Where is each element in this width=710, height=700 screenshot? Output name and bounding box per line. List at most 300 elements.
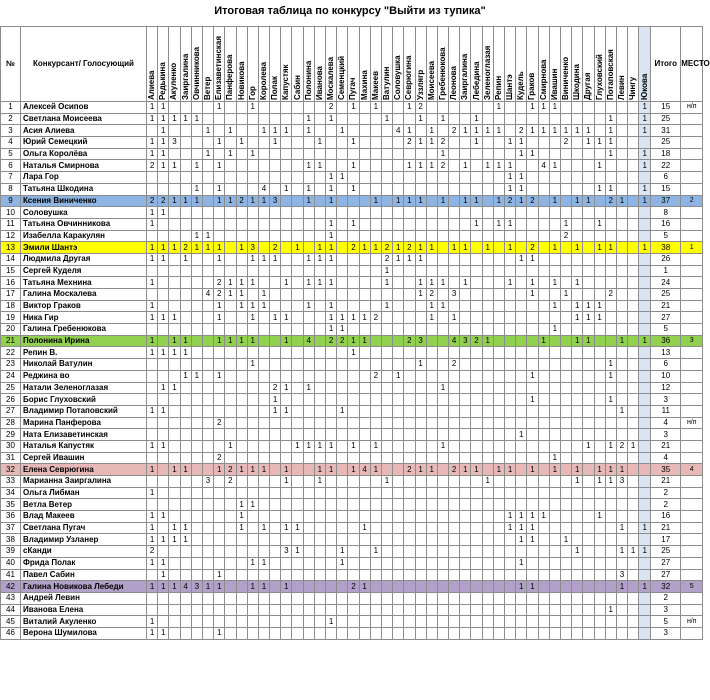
vote-cell: 3 (415, 335, 426, 347)
vote-cell: 1 (505, 522, 516, 534)
vote-cell (572, 487, 583, 499)
vote-cell: 1 (538, 511, 549, 523)
vote-cell (169, 148, 180, 160)
vote-cell: 1 (158, 557, 169, 569)
vote-cell (147, 394, 158, 406)
vote-cell (381, 148, 392, 160)
vote-cell (426, 253, 437, 265)
vote-cell (449, 569, 460, 581)
vote-cell (594, 172, 605, 184)
vote-cell (225, 218, 236, 230)
vote-cell (270, 499, 281, 511)
vote-cell (616, 452, 627, 464)
vote-cell (415, 487, 426, 499)
vote-cell (482, 499, 493, 511)
vote-cell: 1 (337, 312, 348, 324)
vote-cell: 2 (236, 195, 247, 207)
vote-cell (359, 557, 370, 569)
vote-cell: 1 (258, 253, 269, 265)
header-judge (560, 27, 571, 102)
header-judge-label: Севрюгина (404, 55, 414, 100)
vote-cell (493, 417, 504, 429)
vote-cell (258, 417, 269, 429)
vote-cell (404, 172, 415, 184)
vote-cell: 1 (516, 534, 527, 546)
vote-cell (482, 230, 493, 242)
vote-cell (337, 370, 348, 382)
header-judge (460, 27, 471, 102)
vote-cell (314, 359, 325, 371)
vote-cell (370, 616, 381, 628)
vote-cell (348, 300, 359, 312)
vote-cell (270, 359, 281, 371)
vote-cell (572, 253, 583, 265)
vote-cell: 1 (337, 546, 348, 558)
vote-cell (505, 616, 516, 628)
vote-cell: 1 (348, 160, 359, 172)
vote-cell (147, 452, 158, 464)
vote-cell (482, 324, 493, 336)
vote-cell (605, 487, 616, 499)
vote-cell: 1 (236, 464, 247, 476)
vote-cell (393, 207, 404, 219)
vote-cell (281, 370, 292, 382)
place-cell (681, 569, 703, 581)
vote-cell (236, 417, 247, 429)
vote-cell: 1 (158, 569, 169, 581)
vote-cell (348, 207, 359, 219)
total-cell: 1 (651, 265, 681, 277)
vote-cell (303, 546, 314, 558)
vote-cell (404, 347, 415, 359)
vote-cell: 1 (326, 183, 337, 195)
vote-cell (616, 265, 627, 277)
vote-cell (516, 359, 527, 371)
vote-cell: 1 (214, 464, 225, 476)
vote-cell (527, 592, 538, 604)
vote-cell (147, 183, 158, 195)
vote-cell (628, 359, 639, 371)
vote-cell (247, 616, 258, 628)
vote-cell (370, 627, 381, 639)
vote-cell (560, 265, 571, 277)
header-judge (348, 27, 359, 102)
vote-cell: 1 (158, 102, 169, 114)
vote-cell (616, 394, 627, 406)
header-judge (236, 27, 247, 102)
vote-cell (180, 160, 191, 172)
vote-cell (549, 499, 560, 511)
vote-cell (460, 347, 471, 359)
vote-cell (214, 207, 225, 219)
yukova-vote-cell (639, 557, 651, 569)
vote-cell (426, 394, 437, 406)
vote-cell (482, 172, 493, 184)
vote-cell (527, 218, 538, 230)
vote-cell (236, 592, 247, 604)
header-judge-label: Зеленоглазая (482, 45, 492, 100)
vote-cell (258, 627, 269, 639)
vote-cell (303, 102, 314, 114)
vote-cell (572, 592, 583, 604)
vote-cell: 1 (225, 148, 236, 160)
vote-cell (303, 370, 314, 382)
table-row (1, 581, 703, 593)
vote-cell (594, 627, 605, 639)
vote-cell: 1 (214, 137, 225, 149)
vote-cell: 2 (337, 335, 348, 347)
row-number: 4 (1, 137, 21, 149)
vote-cell (337, 487, 348, 499)
header-judge (381, 27, 392, 102)
vote-cell (415, 300, 426, 312)
vote-cell (493, 300, 504, 312)
vote-cell (214, 440, 225, 452)
vote-cell: 1 (281, 312, 292, 324)
vote-cell (482, 534, 493, 546)
vote-cell (628, 195, 639, 207)
vote-cell (381, 347, 392, 359)
vote-cell (202, 604, 213, 616)
vote-cell (505, 546, 516, 558)
vote-cell (549, 148, 560, 160)
vote-cell: 2 (348, 242, 359, 254)
vote-cell (292, 324, 303, 336)
vote-cell (616, 137, 627, 149)
total-cell: 2 (651, 592, 681, 604)
vote-cell (549, 207, 560, 219)
vote-cell (326, 546, 337, 558)
vote-cell: 2 (158, 195, 169, 207)
vote-cell (303, 347, 314, 359)
vote-cell (482, 148, 493, 160)
vote-cell (404, 604, 415, 616)
contestant-name: Татьяна Овчинникова (21, 218, 147, 230)
vote-cell (482, 394, 493, 406)
vote-cell: 3 (449, 289, 460, 301)
vote-cell (191, 289, 202, 301)
vote-cell (583, 172, 594, 184)
vote-cell (214, 324, 225, 336)
vote-cell (202, 452, 213, 464)
vote-cell (326, 429, 337, 441)
vote-cell (270, 347, 281, 359)
vote-cell (370, 581, 381, 593)
vote-cell (292, 557, 303, 569)
row-number: 6 (1, 160, 21, 172)
place-cell (681, 230, 703, 242)
vote-cell (258, 499, 269, 511)
vote-cell (482, 557, 493, 569)
vote-cell (202, 324, 213, 336)
vote-cell (281, 137, 292, 149)
vote-cell (393, 113, 404, 125)
vote-cell: 1 (393, 195, 404, 207)
vote-cell: 1 (326, 113, 337, 125)
vote-cell: 1 (326, 300, 337, 312)
vote-cell (426, 207, 437, 219)
vote-cell (594, 546, 605, 558)
vote-cell (359, 511, 370, 523)
vote-cell (247, 592, 258, 604)
vote-cell (191, 405, 202, 417)
vote-cell (538, 312, 549, 324)
vote-cell (258, 382, 269, 394)
vote-cell (292, 511, 303, 523)
header-judge-label: Чингу (628, 76, 638, 100)
total-cell: 25 (651, 113, 681, 125)
vote-cell (158, 417, 169, 429)
vote-cell (202, 172, 213, 184)
vote-cell (527, 546, 538, 558)
vote-cell (426, 382, 437, 394)
total-cell: 21 (651, 300, 681, 312)
vote-cell (348, 546, 359, 558)
vote-cell (560, 382, 571, 394)
place-cell (681, 370, 703, 382)
vote-cell (605, 429, 616, 441)
table-row (1, 312, 703, 324)
row-number: 2 (1, 113, 21, 125)
vote-cell (482, 546, 493, 558)
vote-cell (158, 464, 169, 476)
vote-cell (303, 569, 314, 581)
vote-cell: 2 (326, 335, 337, 347)
vote-cell (605, 172, 616, 184)
row-number: 23 (1, 359, 21, 371)
vote-cell (628, 417, 639, 429)
vote-cell (359, 195, 370, 207)
vote-cell (370, 300, 381, 312)
vote-cell (594, 253, 605, 265)
vote-cell (505, 417, 516, 429)
vote-cell (404, 312, 415, 324)
vote-cell (426, 148, 437, 160)
vote-cell (314, 370, 325, 382)
vote-cell (583, 405, 594, 417)
row-number: 31 (1, 452, 21, 464)
vote-cell (628, 487, 639, 499)
vote-cell (359, 476, 370, 488)
vote-cell: 1 (583, 335, 594, 347)
vote-cell: 1 (572, 125, 583, 137)
yukova-vote-cell: 1 (639, 148, 651, 160)
vote-cell (281, 148, 292, 160)
vote-cell (426, 616, 437, 628)
vote-cell: 2 (404, 242, 415, 254)
vote-cell (258, 148, 269, 160)
vote-cell (281, 569, 292, 581)
row-number: 13 (1, 242, 21, 254)
vote-cell (393, 382, 404, 394)
vote-cell (393, 312, 404, 324)
vote-cell (202, 546, 213, 558)
vote-cell: 1 (191, 242, 202, 254)
vote-cell (314, 102, 325, 114)
yukova-vote-cell (639, 218, 651, 230)
vote-cell: 1 (147, 277, 158, 289)
vote-cell (359, 277, 370, 289)
vote-cell: 1 (169, 335, 180, 347)
vote-cell (281, 289, 292, 301)
vote-cell (538, 359, 549, 371)
vote-cell (370, 137, 381, 149)
vote-cell (214, 604, 225, 616)
vote-cell (270, 522, 281, 534)
vote-cell (583, 487, 594, 499)
vote-cell (326, 125, 337, 137)
vote-cell: 1 (236, 300, 247, 312)
vote-cell (270, 230, 281, 242)
table-row (1, 557, 703, 569)
vote-cell: 1 (437, 195, 448, 207)
vote-cell: 1 (281, 464, 292, 476)
vote-cell (180, 429, 191, 441)
vote-cell (404, 592, 415, 604)
vote-cell (281, 499, 292, 511)
vote-cell (258, 207, 269, 219)
vote-cell (202, 557, 213, 569)
vote-cell (628, 394, 639, 406)
vote-cell (359, 172, 370, 184)
yukova-vote-cell (639, 253, 651, 265)
vote-cell (337, 359, 348, 371)
vote-cell (169, 183, 180, 195)
vote-cell (393, 289, 404, 301)
vote-cell (225, 522, 236, 534)
vote-cell (516, 452, 527, 464)
vote-cell (426, 405, 437, 417)
vote-cell (583, 429, 594, 441)
vote-cell (628, 499, 639, 511)
header-judge (169, 27, 180, 102)
total-cell: 35 (651, 464, 681, 476)
vote-cell: 1 (270, 312, 281, 324)
header-judge (426, 27, 437, 102)
vote-cell (393, 148, 404, 160)
vote-cell (303, 405, 314, 417)
vote-cell (605, 569, 616, 581)
vote-cell (583, 359, 594, 371)
total-cell: 8 (651, 207, 681, 219)
vote-cell: 1 (314, 277, 325, 289)
vote-cell (247, 207, 258, 219)
vote-cell (191, 546, 202, 558)
vote-cell (381, 429, 392, 441)
vote-cell (426, 546, 437, 558)
vote-cell (449, 522, 460, 534)
vote-cell: 1 (605, 604, 616, 616)
vote-cell: 1 (616, 195, 627, 207)
total-cell: 27 (651, 312, 681, 324)
vote-cell (628, 102, 639, 114)
vote-cell (505, 289, 516, 301)
vote-cell (225, 359, 236, 371)
vote-cell (247, 604, 258, 616)
vote-cell (437, 394, 448, 406)
vote-cell (359, 499, 370, 511)
vote-cell (628, 522, 639, 534)
vote-cell: 1 (180, 347, 191, 359)
header-judge-label: Репин (493, 75, 503, 100)
vote-cell: 1 (326, 218, 337, 230)
vote-cell: 2 (527, 242, 538, 254)
vote-cell: 1 (572, 335, 583, 347)
vote-cell (583, 511, 594, 523)
vote-cell (225, 160, 236, 172)
vote-cell (202, 300, 213, 312)
vote-cell (493, 616, 504, 628)
header-judge (202, 27, 213, 102)
vote-cell (460, 476, 471, 488)
vote-cell (594, 125, 605, 137)
vote-cell (191, 347, 202, 359)
vote-cell (538, 487, 549, 499)
vote-cell: 1 (158, 312, 169, 324)
place-cell (681, 394, 703, 406)
row-number: 24 (1, 370, 21, 382)
vote-cell (381, 370, 392, 382)
vote-cell: 1 (449, 312, 460, 324)
vote-cell (348, 172, 359, 184)
vote-cell: 1 (247, 335, 258, 347)
vote-cell (169, 616, 180, 628)
vote-cell (583, 616, 594, 628)
vote-cell (359, 382, 370, 394)
vote-cell (169, 324, 180, 336)
vote-cell: 2 (404, 137, 415, 149)
vote-cell (225, 265, 236, 277)
vote-cell (628, 242, 639, 254)
vote-cell: 1 (158, 440, 169, 452)
vote-cell (583, 382, 594, 394)
vote-cell (225, 546, 236, 558)
vote-cell (516, 277, 527, 289)
vote-cell (370, 113, 381, 125)
vote-cell: 1 (527, 102, 538, 114)
vote-cell (348, 382, 359, 394)
vote-cell (560, 324, 571, 336)
vote-cell: 1 (158, 137, 169, 149)
vote-cell (605, 253, 616, 265)
header-judge-label: Шантэ (505, 74, 515, 100)
vote-cell: 2 (449, 464, 460, 476)
vote-cell (225, 172, 236, 184)
vote-cell (292, 382, 303, 394)
vote-cell (225, 627, 236, 639)
vote-cell (493, 522, 504, 534)
vote-cell (292, 277, 303, 289)
vote-cell (381, 616, 392, 628)
vote-cell: 1 (281, 183, 292, 195)
vote-cell (337, 440, 348, 452)
vote-cell (314, 335, 325, 347)
vote-cell: 1 (147, 522, 158, 534)
vote-cell (202, 405, 213, 417)
vote-cell: 1 (191, 183, 202, 195)
vote-cell (527, 113, 538, 125)
vote-cell (236, 370, 247, 382)
vote-cell: 1 (225, 335, 236, 347)
vote-cell (471, 417, 482, 429)
header-judge-label: Королева (258, 61, 268, 100)
vote-cell (270, 160, 281, 172)
row-number: 28 (1, 417, 21, 429)
table-body (1, 102, 703, 640)
vote-cell: 1 (281, 405, 292, 417)
vote-cell: 1 (169, 113, 180, 125)
vote-cell (471, 534, 482, 546)
